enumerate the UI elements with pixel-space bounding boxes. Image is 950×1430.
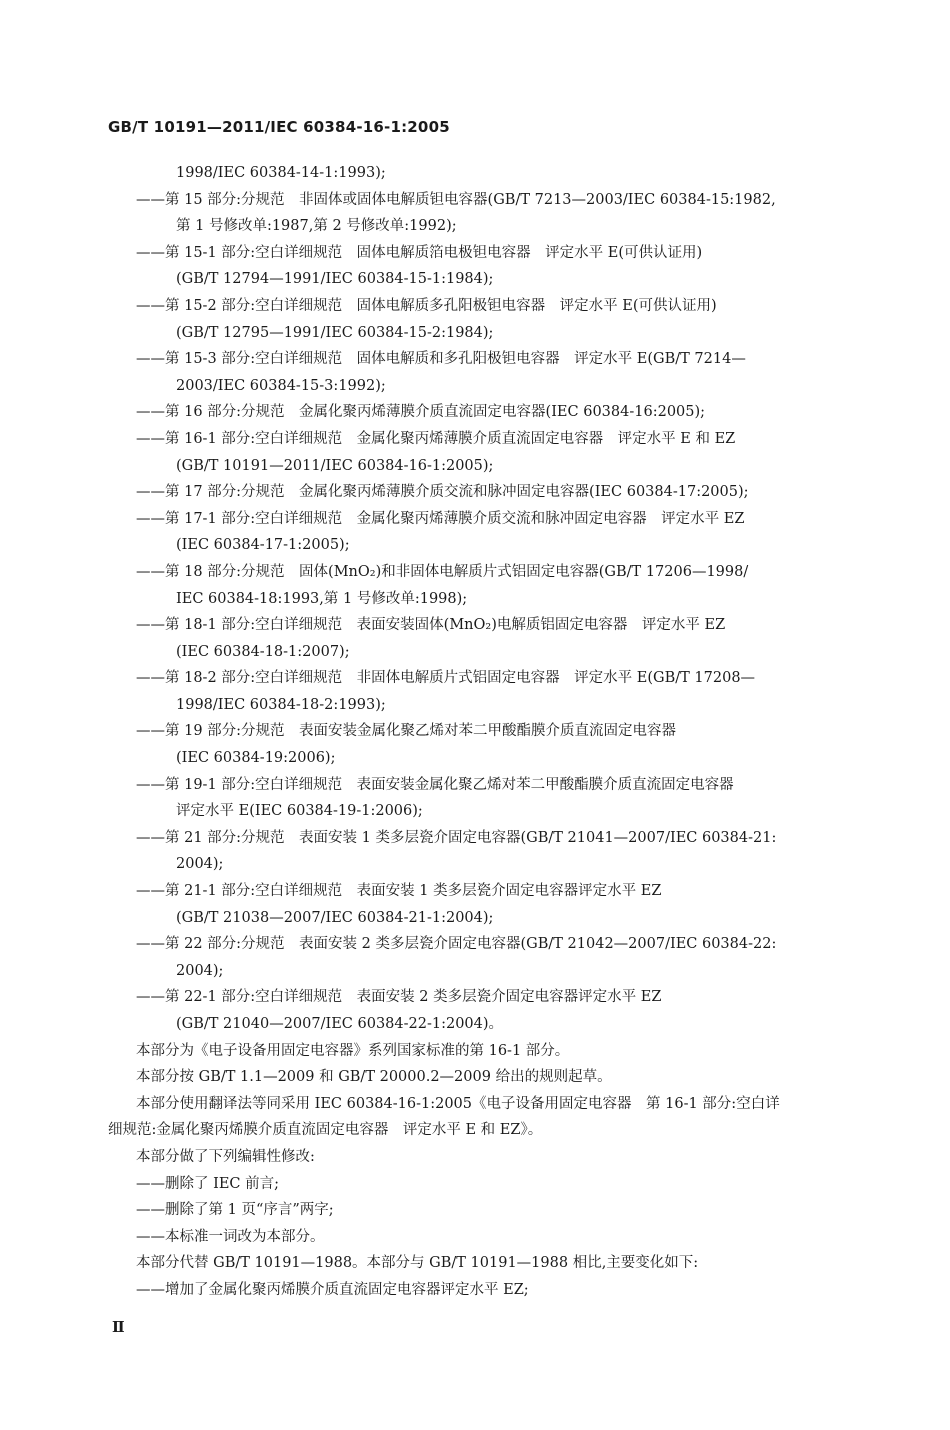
text-line: ——第 17 部分:分规范 金属化聚丙烯薄膜介质交流和脉冲固定电容器(IEC 60384-17:2005); — [136, 484, 749, 501]
text-line: 细规范:金属化聚丙烯膜介质直流固定电容器 评定水平 E 和 EZ》。 — [108, 1122, 543, 1139]
text-line: ——本标准一词改为本部分。 — [136, 1228, 325, 1245]
text-line: (IEC 60384-19:2006); — [176, 750, 336, 767]
text-line: 第 1 号修改单:1987,第 2 号修改单:1992); — [176, 218, 457, 235]
text-line: 本部分代替 GB/T 10191—1988。本部分与 GB/T 10191—1988 相比,主要变化如下: — [136, 1255, 699, 1272]
text-line: 评定水平 E(IEC 60384-19-1:2006); — [176, 803, 423, 820]
text-line: (IEC 60384-18-1:2007); — [176, 643, 350, 660]
text-line: 本部分使用翻译法等同采用 IEC 60384-16-1:2005《电子设备用固定电容器 第 16-1 部分:空白详 — [136, 1095, 780, 1112]
text-line: ——第 15-3 部分:空白详细规范 固体电解质和多孔阳极钽电容器 评定水平 E(GB/T 7214— — [136, 351, 746, 368]
text-line: ——第 22 部分:分规范 表面安装 2 类多层瓷介固定电容器(GB/T 21042—2007/IEC 60384-22: — [136, 936, 777, 953]
text-line: (GB/T 10191—2011/IEC 60384-16-1:2005); — [176, 457, 494, 474]
text-line: ——第 15 部分:分规范 非固体或固体电解质钽电容器(GB/T 7213—2003/IEC 60384-15:1982, — [136, 191, 776, 208]
text-line: ——删除了 IEC 前言; — [136, 1175, 280, 1192]
text-line: ——第 15-1 部分:空白详细规范 固体电解质箔电极钽电容器 评定水平 E(可供认证用) — [136, 244, 703, 261]
text-line: 2004); — [176, 962, 224, 979]
text-line: (GB/T 21040—2007/IEC 60384-22-1:2004)。 — [176, 1016, 504, 1032]
text-line: (GB/T 12795—1991/IEC 60384-15-2:1984); — [176, 324, 494, 341]
text-line: ——第 15-2 部分:空白详细规范 固体电解质多孔阳极钽电容器 评定水平 E(可供认证用) — [136, 297, 717, 314]
text-line: ——增加了金属化聚丙烯膜介质直流固定电容器评定水平 EZ; — [136, 1281, 529, 1298]
document-body — [108, 160, 886, 1304]
text-line: 1998/IEC 60384-18-2:1993); — [176, 696, 386, 713]
text-line: ——第 17-1 部分:空白详细规范 金属化聚丙烯薄膜介质交流和脉冲固定电容器 评定水平 EZ — [136, 510, 745, 527]
text-line: ——删除了第 1 页“序言”两字; — [136, 1202, 334, 1219]
text-line: ——第 16-1 部分:空白详细规范 金属化聚丙烯薄膜介质直流固定电容器 评定水平 E 和 EZ — [136, 430, 736, 447]
text-line: 本部分做了下列编辑性修改: — [136, 1148, 315, 1165]
text-line: ——第 21 部分:分规范 表面安装 1 类多层瓷介固定电容器(GB/T 21041—2007/IEC 60384-21: — [136, 829, 777, 846]
text-line: ——第 18-2 部分:空白详细规范 非固体电解质片式铝固定电容器 评定水平 E(GB/T 17208— — [136, 670, 756, 687]
document-header: GB/T 10191—2011/IEC 60384-16-1:2005 — [108, 118, 450, 136]
text-line: (IEC 60384-17-1:2005); — [176, 537, 350, 554]
text-line: ——第 19-1 部分:空白详细规范 表面安装金属化聚乙烯对苯二甲酸酯膜介质直流固定电容器 — [136, 776, 734, 793]
text-line: 2004); — [176, 856, 224, 873]
text-line: ——第 19 部分:分规范 表面安装金属化聚乙烯对苯二甲酸酯膜介质直流固定电容器 — [136, 723, 677, 740]
text-line: (GB/T 12794—1991/IEC 60384-15-1:1984); — [176, 271, 494, 288]
text-line: 2003/IEC 60384-15-3:1992); — [176, 377, 386, 394]
text-line: 本部分为《电子设备用固定电容器》系列国家标准的第 16-1 部分。 — [136, 1042, 570, 1059]
text-line: (GB/T 21038—2007/IEC 60384-21-1:2004); — [176, 909, 494, 926]
text-line: 本部分按 GB/T 1.1—2009 和 GB/T 20000.2—2009 给出的规则起草。 — [136, 1069, 612, 1086]
text-line: IEC 60384-18:1993,第 1 号修改单:1998); — [176, 590, 468, 607]
text-line: 1998/IEC 60384-14-1:1993); — [176, 165, 386, 181]
text-line: ——第 16 部分:分规范 金属化聚丙烯薄膜介质直流固定电容器(IEC 60384-16:2005); — [136, 404, 706, 421]
text-line: ——第 22-1 部分:空白详细规范 表面安装 2 类多层瓷介固定电容器评定水平 EZ — [136, 989, 662, 1006]
text-line: ——第 18 部分:分规范 固体(MnO₂)和非固体电解质片式铝固定电容器(GB/T 17206—1998/ — [136, 563, 749, 580]
page-number: Ⅱ — [112, 1318, 125, 1336]
text-line: ——第 21-1 部分:空白详细规范 表面安装 1 类多层瓷介固定电容器评定水平 EZ — [136, 883, 662, 900]
text-line: ——第 18-1 部分:空白详细规范 表面安装固体(MnO₂)电解质铝固定电容器 评定水平 EZ — [136, 617, 726, 634]
